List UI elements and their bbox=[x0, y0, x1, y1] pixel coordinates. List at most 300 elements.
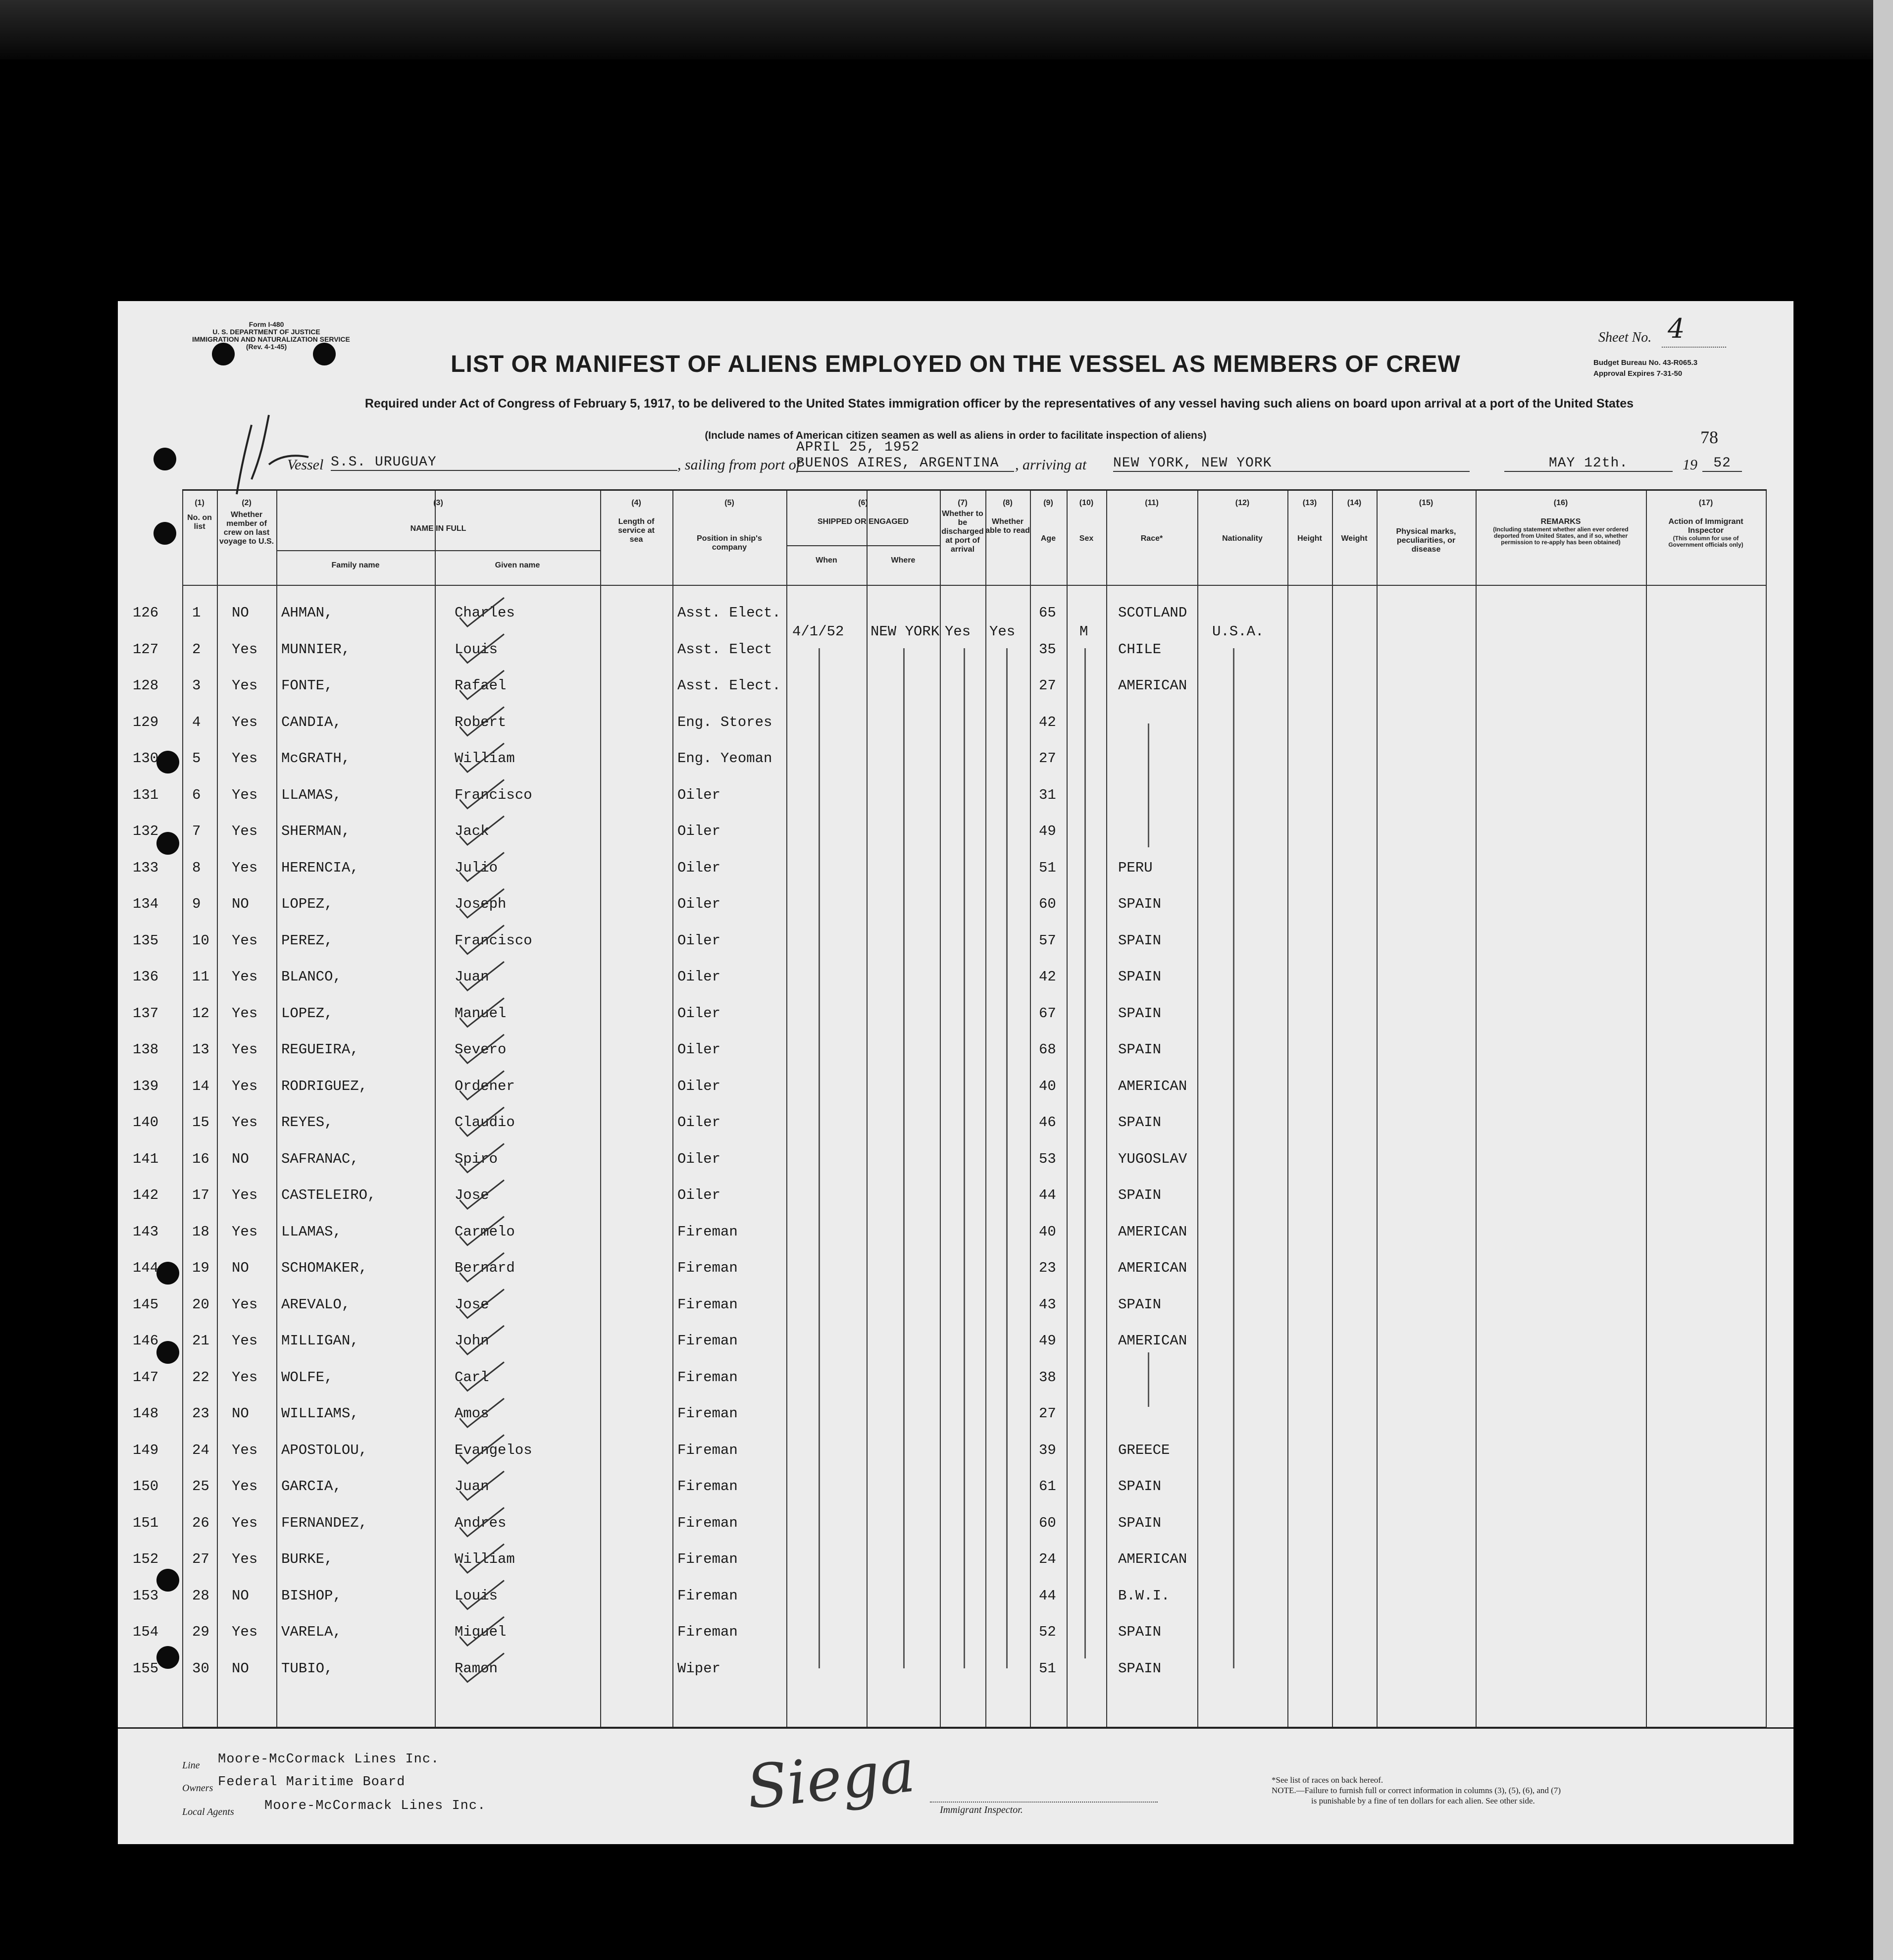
row-last-voyage: Yes bbox=[232, 1005, 258, 1022]
row-last-voyage: NO bbox=[232, 1150, 249, 1167]
row-number: 27 bbox=[192, 1551, 209, 1567]
owners: Federal Maritime Board bbox=[218, 1775, 406, 1790]
row-reference: 144 bbox=[133, 1260, 159, 1276]
row-age: 51 bbox=[1039, 859, 1056, 876]
row-age: 43 bbox=[1039, 1296, 1056, 1313]
table-row bbox=[133, 1260, 1767, 1296]
row-family-name: REGUEIRA, bbox=[281, 1041, 359, 1058]
row-reference: 129 bbox=[133, 714, 159, 730]
row-number: 24 bbox=[192, 1442, 209, 1458]
check-mark bbox=[460, 1107, 504, 1136]
row-position: Fireman bbox=[677, 1624, 738, 1640]
row-age: 40 bbox=[1039, 1223, 1056, 1240]
row-age: 40 bbox=[1039, 1078, 1056, 1094]
crew-table bbox=[133, 489, 1767, 1728]
header-col-12: (12) Nationality bbox=[1222, 499, 1263, 543]
row-given-name: Amos bbox=[455, 1405, 489, 1422]
check-mark bbox=[460, 1253, 504, 1282]
row-number: 28 bbox=[192, 1587, 209, 1604]
table-row bbox=[133, 677, 1767, 714]
punch-hole bbox=[156, 832, 179, 855]
check-mark bbox=[460, 707, 504, 736]
row-reference: 138 bbox=[133, 1041, 159, 1058]
table-row bbox=[133, 1114, 1767, 1151]
row-age: 42 bbox=[1039, 969, 1056, 985]
row-position: Asst. Elect. bbox=[677, 605, 781, 621]
row-given-name: Louis bbox=[455, 641, 498, 658]
row-race: SPAIN bbox=[1118, 1660, 1162, 1677]
sheet-label: Sheet No. bbox=[1598, 330, 1652, 345]
table-row bbox=[133, 1514, 1767, 1551]
check-mark bbox=[460, 1544, 504, 1573]
footer-notes bbox=[1272, 1775, 1561, 1806]
inspector-label: Immigrant Inspector. bbox=[940, 1805, 1023, 1815]
sheet-number: 4 bbox=[1668, 313, 1685, 344]
row-age: 38 bbox=[1039, 1369, 1056, 1386]
check-mark bbox=[460, 816, 504, 845]
row-given-name: Charles bbox=[455, 605, 515, 621]
row-given-name: Andres bbox=[455, 1514, 507, 1531]
ditto-line-when bbox=[819, 648, 820, 1668]
row-family-name: LLAMAS, bbox=[281, 786, 342, 803]
row-age: 68 bbox=[1039, 1041, 1056, 1058]
row-family-name: HERENCIA, bbox=[281, 859, 359, 876]
row-reference: 148 bbox=[133, 1405, 159, 1422]
row-race: SPAIN bbox=[1118, 1187, 1162, 1203]
row-number: 19 bbox=[192, 1260, 209, 1276]
row-position: Fireman bbox=[677, 1333, 738, 1349]
row-last-voyage: Yes bbox=[232, 823, 258, 839]
row-last-voyage: Yes bbox=[232, 1442, 258, 1458]
check-mark bbox=[460, 926, 504, 954]
row-last-voyage: Yes bbox=[232, 969, 258, 985]
row-last-voyage: Yes bbox=[232, 1223, 258, 1240]
punch-hole bbox=[153, 522, 176, 545]
row-position: Oiler bbox=[677, 969, 721, 985]
row-family-name: SCHOMAKER, bbox=[281, 1260, 368, 1276]
check-mark bbox=[460, 853, 504, 881]
agents-label: Local Agents bbox=[182, 1806, 234, 1817]
row-race: SPAIN bbox=[1118, 1296, 1162, 1313]
row-family-name: BURKE, bbox=[281, 1551, 333, 1567]
row-last-voyage: NO bbox=[232, 1660, 249, 1677]
year-prefix: 19 bbox=[1683, 457, 1697, 473]
header-family-name: Family name bbox=[331, 561, 380, 569]
check-mark bbox=[460, 1362, 504, 1391]
row-number: 12 bbox=[192, 1005, 209, 1022]
row-age: 49 bbox=[1039, 823, 1056, 839]
table-row bbox=[133, 1660, 1767, 1697]
row-age: 31 bbox=[1039, 786, 1056, 803]
races-note: *See list of races on back hereof. bbox=[1272, 1775, 1383, 1785]
row-number: 22 bbox=[192, 1369, 209, 1386]
ditto-line-where bbox=[903, 648, 905, 1668]
row-race: SPAIN bbox=[1118, 1624, 1162, 1640]
row-last-voyage: Yes bbox=[232, 714, 258, 730]
row-family-name: AHMAN, bbox=[281, 605, 333, 621]
row-given-name: Ramon bbox=[455, 1660, 498, 1677]
row-number: 11 bbox=[192, 969, 209, 985]
shipped-subheader-line bbox=[786, 545, 940, 546]
row-given-name: Juan bbox=[455, 969, 489, 985]
row-number: 10 bbox=[192, 932, 209, 949]
row-family-name: BLANCO, bbox=[281, 969, 342, 985]
table-row bbox=[133, 969, 1767, 1005]
row-race: GREECE bbox=[1118, 1442, 1170, 1458]
row-reference: 126 bbox=[133, 605, 159, 621]
row-given-name: Jose bbox=[455, 1187, 489, 1203]
row-age: 46 bbox=[1039, 1114, 1056, 1131]
year-suffix: 52 bbox=[1702, 456, 1742, 472]
table-row bbox=[133, 1587, 1767, 1624]
header-col-6: (6) SHIPPED OR ENGAGED bbox=[817, 499, 909, 526]
row-position: Oiler bbox=[677, 1078, 721, 1094]
ditto-line-read bbox=[1006, 648, 1008, 1668]
punch-hole bbox=[156, 1262, 179, 1285]
penalty-note-2: is punishable by a fine of ten dollars for each alien. See other side. bbox=[1311, 1796, 1535, 1805]
owners-label: Owners bbox=[182, 1783, 213, 1794]
table-row bbox=[133, 786, 1767, 824]
row-given-name: Bernard bbox=[455, 1260, 515, 1276]
row-family-name: PEREZ, bbox=[281, 932, 333, 949]
row-given-name: Miguel bbox=[455, 1624, 507, 1640]
vessel-label: Vessel bbox=[287, 457, 324, 473]
table-row bbox=[133, 859, 1767, 896]
punch-hole bbox=[156, 1646, 179, 1669]
row-number: 9 bbox=[192, 896, 201, 912]
row-family-name: LOPEZ, bbox=[281, 1005, 333, 1022]
punch-hole bbox=[153, 448, 176, 470]
row-last-voyage: Yes bbox=[232, 786, 258, 803]
row-age: 49 bbox=[1039, 1333, 1056, 1349]
row-given-name: Severo bbox=[455, 1041, 507, 1058]
table-row bbox=[133, 1405, 1767, 1442]
sheet-underline bbox=[1662, 347, 1726, 348]
row-position: Wiper bbox=[677, 1660, 721, 1677]
row-1-nationality: U.S.A. bbox=[1212, 623, 1264, 640]
row-family-name: LOPEZ, bbox=[281, 896, 333, 912]
manifest-document bbox=[118, 301, 1793, 1844]
row-number: 3 bbox=[192, 677, 201, 694]
page-title: LIST OR MANIFEST OF ALIENS EMPLOYED ON THE VESSEL AS MEMBERS OF CREW bbox=[451, 351, 1461, 377]
row-race: SPAIN bbox=[1118, 1005, 1162, 1022]
table-row bbox=[133, 1551, 1767, 1588]
row-given-name: Juan bbox=[455, 1478, 489, 1495]
table-row bbox=[133, 1624, 1767, 1660]
header-col-15: (15) Physical marks, peculiarities, or disease bbox=[1396, 499, 1456, 554]
row-given-name: Evangelos bbox=[455, 1442, 532, 1458]
row-position: Fireman bbox=[677, 1442, 738, 1458]
row-reference: 133 bbox=[133, 859, 159, 876]
row-number: 18 bbox=[192, 1223, 209, 1240]
revision: (Rev. 4-1-45) bbox=[246, 343, 287, 351]
row-last-voyage: Yes bbox=[232, 1478, 258, 1495]
row-position: Fireman bbox=[677, 1551, 738, 1567]
row-given-name: William bbox=[455, 750, 515, 767]
row-number: 20 bbox=[192, 1296, 209, 1313]
table-row bbox=[133, 1296, 1767, 1333]
row-reference: 152 bbox=[133, 1551, 159, 1567]
row-age: 27 bbox=[1039, 750, 1056, 767]
header-col-5: (5) Position in ship's company bbox=[697, 499, 762, 552]
row-last-voyage: Yes bbox=[232, 1551, 258, 1567]
row-race: SPAIN bbox=[1118, 932, 1162, 949]
row-reference: 151 bbox=[133, 1514, 159, 1531]
table-row bbox=[133, 1187, 1767, 1224]
include-note: (Include names of American citizen seamen as well as aliens in order to facilitate inspection of aliens) bbox=[705, 430, 1207, 441]
row-given-name: Claudio bbox=[455, 1114, 515, 1131]
table-row bbox=[133, 714, 1767, 751]
row-number: 6 bbox=[192, 786, 201, 803]
row-position: Oiler bbox=[677, 823, 721, 839]
signature-underline bbox=[930, 1802, 1158, 1803]
check-mark bbox=[460, 1435, 504, 1464]
row-family-name: APOSTOLOU, bbox=[281, 1442, 368, 1458]
row-position: Asst. Elect. bbox=[677, 677, 781, 694]
row-reference: 146 bbox=[133, 1333, 159, 1349]
table-row bbox=[133, 1150, 1767, 1187]
row-reference: 145 bbox=[133, 1296, 159, 1313]
check-mark bbox=[460, 1034, 504, 1063]
row-last-voyage: Yes bbox=[232, 1333, 258, 1349]
check-mark bbox=[460, 962, 504, 990]
row-number: 26 bbox=[192, 1514, 209, 1531]
check-mark bbox=[460, 1326, 504, 1354]
row-race: SCOTLAND bbox=[1118, 605, 1187, 621]
punch-hole bbox=[156, 1569, 179, 1592]
film-frame-top bbox=[0, 0, 1893, 59]
row-given-name: Rafael bbox=[455, 677, 507, 694]
punch-hole bbox=[156, 1341, 179, 1364]
row-number: 4 bbox=[192, 714, 201, 730]
row-number: 23 bbox=[192, 1405, 209, 1422]
header-col-8: (8) Whether able to read bbox=[985, 499, 1030, 535]
line-label: Line bbox=[182, 1760, 200, 1771]
row-race: SPAIN bbox=[1118, 969, 1162, 985]
row-position: Oiler bbox=[677, 786, 721, 803]
row-number: 30 bbox=[192, 1660, 209, 1677]
row-number: 2 bbox=[192, 641, 201, 658]
row-reference: 150 bbox=[133, 1478, 159, 1495]
row-family-name: WILLIAMS, bbox=[281, 1405, 359, 1422]
row-last-voyage: Yes bbox=[232, 932, 258, 949]
check-mark bbox=[460, 1653, 504, 1682]
table-row bbox=[133, 605, 1767, 641]
row-position: Fireman bbox=[677, 1478, 738, 1495]
check-mark bbox=[460, 1289, 504, 1318]
row-position: Asst. Elect bbox=[677, 641, 772, 658]
row-age: 67 bbox=[1039, 1005, 1056, 1022]
check-mark bbox=[460, 1581, 504, 1609]
row-given-name: Manuel bbox=[455, 1005, 507, 1022]
row-race: PERU bbox=[1118, 859, 1153, 876]
row-age: 23 bbox=[1039, 1260, 1056, 1276]
row-family-name: REYES, bbox=[281, 1114, 333, 1131]
row-family-name: CASTELEIRO, bbox=[281, 1187, 376, 1203]
header-col-14: (14) Weight bbox=[1341, 499, 1368, 543]
row-reference: 147 bbox=[133, 1369, 159, 1386]
sheet-number-block bbox=[1598, 313, 1685, 346]
header-col-3: (3) NAME IN FULL bbox=[410, 499, 466, 533]
row-position: Fireman bbox=[677, 1514, 738, 1531]
row-last-voyage: NO bbox=[232, 605, 249, 621]
check-mark bbox=[460, 889, 504, 918]
budget-line-2: Approval Expires 7-31-50 bbox=[1593, 369, 1683, 378]
row-last-voyage: Yes bbox=[232, 1041, 258, 1058]
row-position: Oiler bbox=[677, 932, 721, 949]
punch-hole bbox=[156, 751, 179, 774]
check-mark bbox=[460, 1217, 504, 1245]
row-family-name: AREVALO, bbox=[281, 1296, 351, 1313]
row-number: 14 bbox=[192, 1078, 209, 1094]
row-number: 17 bbox=[192, 1187, 209, 1203]
row-number: 29 bbox=[192, 1624, 209, 1640]
row-given-name: Joseph bbox=[455, 896, 507, 912]
row-age: 52 bbox=[1039, 1624, 1056, 1640]
row-family-name: TUBIO, bbox=[281, 1660, 333, 1677]
row-race: AMERICAN bbox=[1118, 1260, 1187, 1276]
check-mark bbox=[460, 1180, 504, 1209]
row-1-able-to-read: Yes bbox=[989, 623, 1016, 640]
row-age: 24 bbox=[1039, 1551, 1056, 1567]
row-position: Fireman bbox=[677, 1405, 738, 1422]
row-last-voyage: Yes bbox=[232, 1296, 258, 1313]
row-given-name: Robert bbox=[455, 714, 507, 730]
row-age: 60 bbox=[1039, 1514, 1056, 1531]
form-info bbox=[192, 320, 350, 351]
row-reference: 137 bbox=[133, 1005, 159, 1022]
row-last-voyage: Yes bbox=[232, 1369, 258, 1386]
header-col-13: (13) Height bbox=[1297, 499, 1322, 543]
row-reference: 131 bbox=[133, 786, 159, 803]
check-mark bbox=[460, 1144, 504, 1173]
row-position: Fireman bbox=[677, 1369, 738, 1386]
table-row bbox=[133, 1005, 1767, 1042]
row-last-voyage: NO bbox=[232, 1405, 249, 1422]
row-reference: 135 bbox=[133, 932, 159, 949]
ditto-line-race bbox=[1148, 723, 1149, 847]
row-position: Oiler bbox=[677, 1114, 721, 1131]
row-position: Oiler bbox=[677, 1187, 721, 1203]
row-last-voyage: Yes bbox=[232, 641, 258, 658]
row-number: 8 bbox=[192, 859, 201, 876]
row-reference: 141 bbox=[133, 1150, 159, 1167]
row-number: 13 bbox=[192, 1041, 209, 1058]
row-race: SPAIN bbox=[1118, 1041, 1162, 1058]
row-reference: 128 bbox=[133, 677, 159, 694]
row-1-shipped-when: 4/1/52 bbox=[792, 623, 844, 640]
row-1-shipped-where: NEW YORK bbox=[870, 623, 940, 640]
row-number: 25 bbox=[192, 1478, 209, 1495]
row-given-name: Julio bbox=[455, 859, 498, 876]
service: IMMIGRATION AND NATURALIZATION SERVICE bbox=[192, 335, 350, 343]
arriving-label: , arriving at bbox=[1015, 457, 1087, 473]
row-age: 42 bbox=[1039, 714, 1056, 730]
header-col-11: (11) Race* bbox=[1140, 499, 1163, 543]
row-family-name: SAFRANAC, bbox=[281, 1150, 359, 1167]
row-given-name: John bbox=[455, 1333, 489, 1349]
row-reference: 130 bbox=[133, 750, 159, 767]
header-col-1: (1) No. on list bbox=[187, 499, 212, 531]
row-race: CHILE bbox=[1118, 641, 1162, 658]
row-reference: 139 bbox=[133, 1078, 159, 1094]
row-race: B.W.I. bbox=[1118, 1587, 1170, 1604]
row-number: 5 bbox=[192, 750, 201, 767]
row-number: 7 bbox=[192, 823, 201, 839]
row-race: YUGOSLAV bbox=[1118, 1150, 1187, 1167]
check-mark bbox=[460, 1508, 504, 1537]
row-race: AMERICAN bbox=[1118, 1551, 1187, 1567]
row-last-voyage: Yes bbox=[232, 1078, 258, 1094]
ditto-line-discharged bbox=[964, 648, 965, 1668]
row-age: 39 bbox=[1039, 1442, 1056, 1458]
row-race: AMERICAN bbox=[1118, 1078, 1187, 1094]
row-last-voyage: NO bbox=[232, 1260, 249, 1276]
row-family-name: GARCIA, bbox=[281, 1478, 342, 1495]
table-row bbox=[133, 896, 1767, 932]
table-row bbox=[133, 1223, 1767, 1260]
row-given-name: Francisco bbox=[455, 932, 532, 949]
row-given-name: Jack bbox=[455, 823, 489, 839]
row-race: AMERICAN bbox=[1118, 1333, 1187, 1349]
row-position: Fireman bbox=[677, 1260, 738, 1276]
row-age: 61 bbox=[1039, 1478, 1056, 1495]
check-mark bbox=[460, 1617, 504, 1646]
row-family-name: CANDIA, bbox=[281, 714, 342, 730]
table-row bbox=[133, 1478, 1767, 1515]
check-mark bbox=[460, 1071, 504, 1100]
row-age: 35 bbox=[1039, 641, 1056, 658]
row-reference: 136 bbox=[133, 969, 159, 985]
arriving-port: NEW YORK, NEW YORK bbox=[1113, 456, 1470, 472]
check-mark bbox=[460, 998, 504, 1027]
row-1-discharged: Yes bbox=[945, 623, 971, 640]
row-reference: 143 bbox=[133, 1223, 159, 1240]
header-col-9: (9) Age bbox=[1040, 499, 1056, 543]
row-position: Fireman bbox=[677, 1587, 738, 1604]
row-age: 51 bbox=[1039, 1660, 1056, 1677]
ditto-line-sex bbox=[1084, 648, 1086, 1658]
row-1-sex: M bbox=[1079, 623, 1088, 640]
header-col-4: (4) Length of service at sea bbox=[618, 499, 655, 544]
row-last-voyage: Yes bbox=[232, 859, 258, 876]
film-frame-right bbox=[1873, 0, 1893, 1960]
row-age: 44 bbox=[1039, 1587, 1056, 1604]
row-race: SPAIN bbox=[1118, 1514, 1162, 1531]
row-reference: 142 bbox=[133, 1187, 159, 1203]
form-number: Form I-480 bbox=[249, 320, 284, 328]
subtitle: Required under Act of Congress of February 5, 1917, to be delivered to the United States immigration officer by the representatives of any vessel having such aliens on board upon arrival at a port of the United States bbox=[364, 397, 1634, 411]
row-family-name: FERNANDEZ, bbox=[281, 1514, 368, 1531]
inspector-check-marks bbox=[460, 585, 648, 1727]
row-reference: 127 bbox=[133, 641, 159, 658]
row-family-name: MUNNIER, bbox=[281, 641, 351, 658]
check-mark bbox=[460, 780, 504, 809]
row-race: SPAIN bbox=[1118, 1114, 1162, 1131]
row-age: 27 bbox=[1039, 1405, 1056, 1422]
inspector-signature: Siega bbox=[743, 1736, 919, 1823]
row-position: Oiler bbox=[677, 1005, 721, 1022]
header-col-2: (2) Whether member of crew on last voyage to U.S. bbox=[219, 499, 274, 546]
row-family-name: LLAMAS, bbox=[281, 1223, 342, 1240]
row-age: 65 bbox=[1039, 605, 1056, 621]
page-mark: 78 bbox=[1700, 427, 1718, 447]
table-row bbox=[133, 750, 1767, 787]
row-position: Oiler bbox=[677, 1150, 721, 1167]
vessel-name: S.S. URUGUAY bbox=[331, 455, 677, 471]
row-position: Oiler bbox=[677, 896, 721, 912]
table-row bbox=[133, 1333, 1767, 1369]
